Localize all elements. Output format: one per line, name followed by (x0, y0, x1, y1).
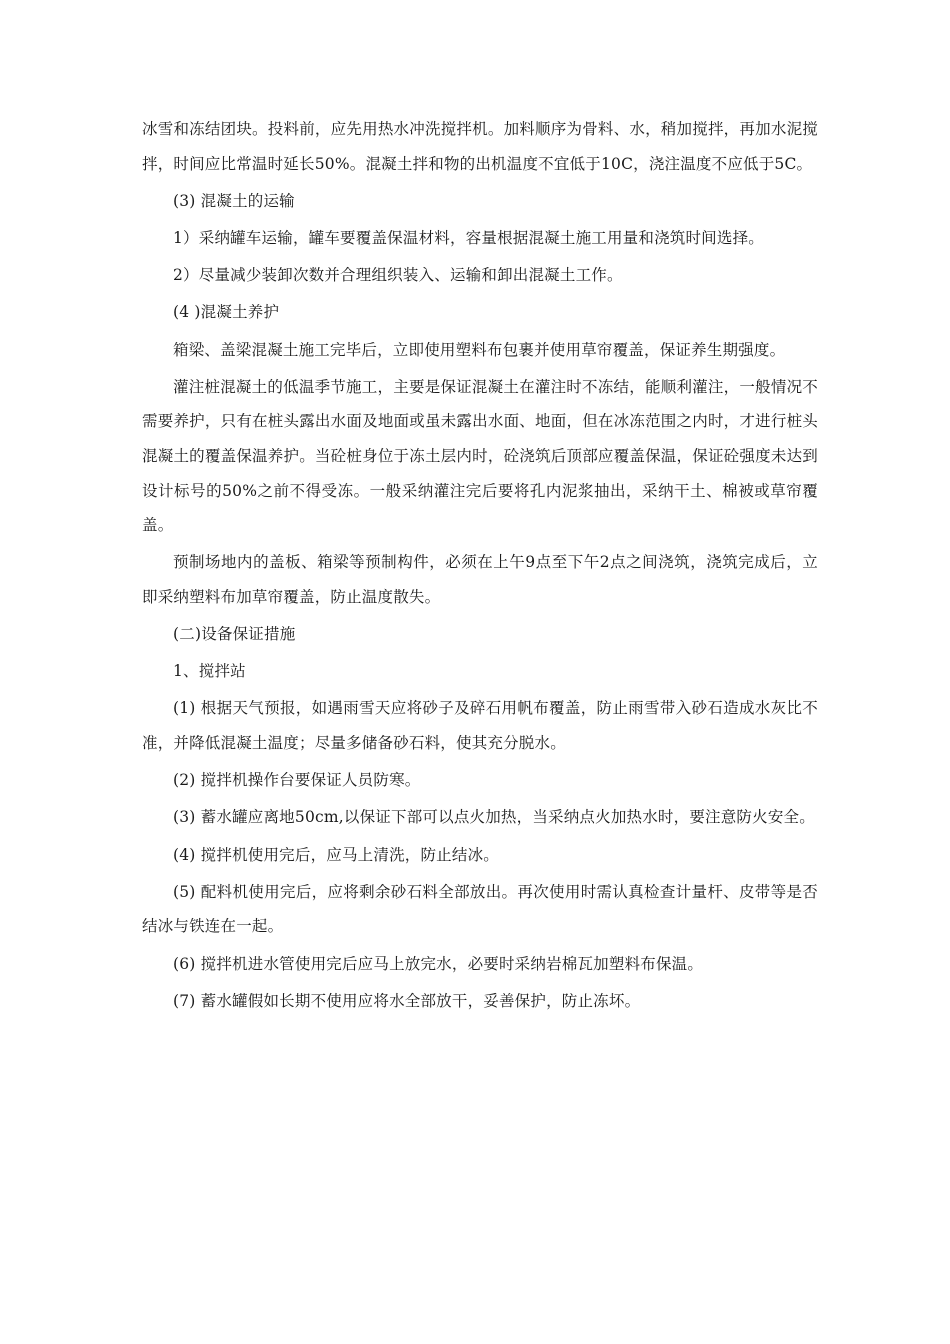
paragraph-precast-curing: 预制场地内的盖板、箱梁等预制构件，必须在上午9点至下午2点之间浇筑，浇筑完成后，立即采纳塑料布加草帘覆盖，防止温度散失。 (142, 553, 818, 606)
paragraph-box-girder-curing: 箱梁、盖梁混凝土施工完毕后，立即使用塑料布包裹并使用草帘覆盖，保证养生期强度。 (173, 340, 786, 359)
list-item-station-1: (1) 根据天气预报，如遇雨雪天应将砂子及碎石用帆布覆盖，防止雨雪带入砂石造成水灰比不准，并降低混凝土温度；尽量多储备砂石料，使其充分脱水。 (142, 699, 818, 753)
heading-concrete-curing: (4 )混凝土养护 (173, 303, 280, 322)
document-body (142, 112, 818, 1021)
paragraph-continuation: 冰雪和冻结团块。投料前，应先用热水冲洗搅拌机。加料顺序为骨料、水，稍加搅拌，再加水泥搅拌，时间应比常温时延长50%。混凝土拌和物的出机温度不宜低于10C，浇注温度不应低于5C。 (142, 120, 818, 173)
heading-mixing-station: 1、搅拌站 (173, 662, 246, 681)
list-item-station-4: (4) 搅拌机使用完后，应马上清洗，防止结冰。 (173, 845, 499, 864)
list-item-station-7: (7) 蓄水罐假如长期不使用应将水全部放干，妥善保护，防止冻坏。 (173, 991, 641, 1010)
list-item-station-5: (5) 配料机使用完后，应将剩余砂石料全部放出。再次使用时需认真检查计量杆、皮带等是否结冰与铁连在一起。 (142, 882, 818, 936)
heading-concrete-transport: (3) 混凝土的运输 (173, 191, 295, 210)
list-item-transport-1: 1）采纳罐车运输，罐车要覆盖保温材料，容量根据混凝土施工用量和浇筑时间选择。 (173, 228, 764, 247)
list-item-station-6: (6) 搅拌机进水管使用完后应马上放完水，必要时采纳岩棉瓦加塑料布保温。 (173, 954, 704, 973)
list-item-station-2: (2) 搅拌机操作台要保证人员防寒。 (173, 771, 421, 790)
list-item-station-3: (3) 蓄水罐应离地50cm,以保证下部可以点火加热，当采纳点火加热水时，要注意防火安全。 (173, 808, 815, 827)
heading-equipment-measures: (二)设备保证措施 (173, 625, 296, 644)
paragraph-pile-curing: 灌注桩混凝土的低温季节施工，主要是保证混凝土在灌注时不冻结，能顺利灌注，一般情况不需要养护，只有在桩头露出水面及地面或虽未露出水面、地面，但在冰冻范围之内时，才进行桩头混凝土的覆盖保温养护。当砼桩身位于冻土层内时，砼浇筑后顶部应覆盖保温，保证砼强度未达到设计标号的50%之前不得受冻。一般采纳灌注完后要将孔内泥浆抽出，采纳干土、棉被或草帘覆盖。 (142, 377, 818, 535)
list-item-transport-2: 2）尽量减少装卸次数并合理组织装入、运输和卸出混凝土工作。 (173, 266, 623, 285)
